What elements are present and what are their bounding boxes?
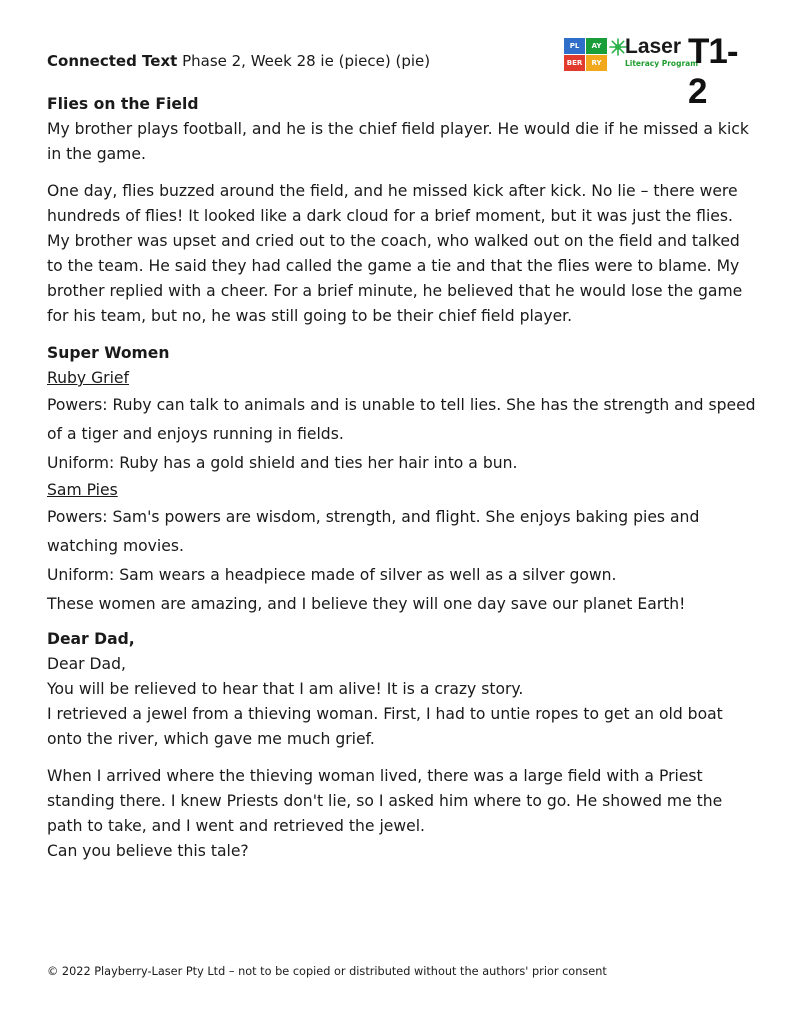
character-uniform: Uniform: Ruby has a gold shield and ties her hair into a bun. — [47, 454, 518, 472]
logo-tile: PL — [564, 38, 585, 54]
character-powers: Powers: Sam's powers are wisdom, strength, and flight. She enjoys baking pies and watching movies. — [47, 508, 700, 555]
header-label-rest: Phase 2, Week 28 ie (piece) (pie) — [177, 52, 431, 70]
copyright-footer: © 2022 Playberry-Laser Pty Ltd – not to be copied or distributed without the authors' prior consent — [47, 965, 607, 978]
worksheet-content — [47, 92, 757, 864]
section-super-women — [47, 341, 757, 619]
logo-brand: Laser — [625, 35, 682, 58]
playberry-laser-logo — [564, 32, 744, 111]
logo-tile: AY — [586, 38, 607, 54]
worksheet-header — [47, 52, 430, 70]
letter-closing: Can you believe this tale? — [47, 842, 249, 860]
logo-tile: BER — [564, 55, 585, 71]
section-title: Super Women — [47, 344, 170, 362]
character-uniform: Uniform: Sam wears a headpiece made of silver as well as a silver gown. — [47, 566, 617, 584]
paragraph: You will be relieved to hear that I am alive! It is a crazy story. — [47, 680, 524, 698]
logo-tiles — [564, 38, 608, 72]
section-title: Dear Dad, — [47, 630, 135, 648]
character-name: Sam Pies — [47, 481, 118, 499]
logo-tile: RY — [586, 55, 607, 71]
section-dear-dad — [47, 627, 757, 864]
paragraph: When I arrived where the thieving woman lived, there was a large field with a Priest standing there. I knew Priests don't lie, so I asked him where to go. He showed me the path to take, and I went and retrieved the jewel. — [47, 767, 723, 835]
paragraph: My brother plays football, and he is the chief field player. He would die if he missed a kick in the game. — [47, 120, 749, 163]
section-title: Flies on the Field — [47, 95, 199, 113]
paragraph: One day, flies buzzed around the field, and he missed kick after kick. No lie – there were hundreds of flies! It looked like a dark cloud for a brief moment, but it was just the flies. My brother was upset and cried out to the coach, who walked out on the field and talked to the team. He said they had called the game a tie and that the flies were to blame. My brother replied with a cheer. For a brief minute, he believed that he would lose the game for his team, but no, he was still going to be their chief field player. — [47, 182, 743, 325]
character-name: Ruby Grief — [47, 369, 130, 387]
header-label-bold: Connected Text — [47, 52, 178, 70]
letter-salutation: Dear Dad, — [47, 655, 126, 673]
paragraph: I retrieved a jewel from a thieving woman. First, I had to untie ropes to get an old boat onto the river, which gave me much grief. — [47, 705, 723, 748]
logo-level: T1-2 — [688, 32, 738, 111]
logo-subtitle: Literacy Program — [625, 59, 699, 68]
closing-line: These women are amazing, and I believe they will one day save our planet Earth! — [47, 595, 686, 613]
section-flies — [47, 92, 757, 329]
character-powers: Powers: Ruby can talk to animals and is unable to tell lies. She has the strength and speed of a tiger and enjoys running in fields. — [47, 396, 756, 443]
